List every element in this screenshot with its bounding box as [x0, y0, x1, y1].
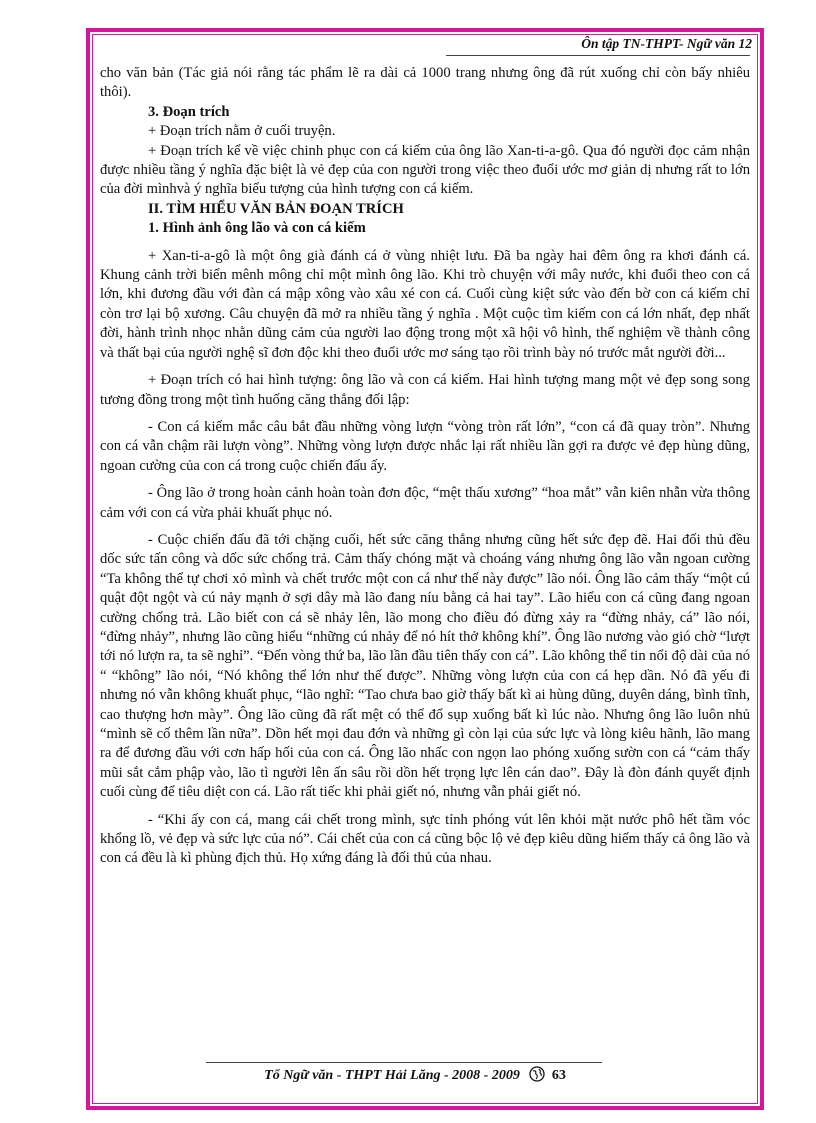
section-heading-excerpt: 3. Đoạn trích	[148, 103, 230, 120]
paragraph: + Đoạn trích có hai hình tượng: ông lão và con cá kiếm. Hai hình tượng mang một vẻ đẹp song song tương đồng trong một tình huống căng thẳng đối lập:	[100, 372, 750, 408]
page-number: 63	[551, 1068, 566, 1083]
footer-rule	[206, 1062, 602, 1063]
paragraph: - Ông lão ở trong hoàn cảnh hoàn toàn đơn độc, “mệt thấu xương” “hoa mắt” vẫn kiên nhẫn vừa thông cảm với con cá vừa phải khuất phục nó.	[100, 485, 750, 521]
page-header: Ôn tập TN-THPT- Ngữ văn 12	[581, 36, 752, 51]
globe-icon	[529, 1066, 545, 1087]
paragraph: - Cuộc chiến đấu đã tới chặng cuối, hết sức căng thẳng nhưng cũng hết sức đẹp đẽ. Hai đối thủ đều dốc sức tấn công và dốc sức chống trả. Cảm thấy chóng mặt và choáng váng nhưng ông lão vẫn ngoan cường “Ta không thể tự chơi xỏ mình và chết trước một con cá như thế này được” lão nói. Ông lão cảm thấy “một cú quật đột ngột và cú nảy mạnh ở sợi dây mà lão đang níu bằng cả hai tay”. Lão hiểu con cá cũng đang ngoan cường chống trả. Lão biết con cá sẽ nhảy lên, lão mong cho điều đó đừng xảy ra “đừng nhảy, cá” lão nói, “đừng nhảy”, nhưng lão cũng hiểu “những cú nhảy để nó hít thở không khí”. Ông lão nương vào gió chờ “lượt tới nó lượn ra, ta sẽ nghỉ”. “Đến vòng thứ ba, lão lần đầu tiên thấy con cá”. Lão không thể tin nổi độ dài của nó “ “không” lão nói, “Nó không thể lớn như thế được”. Những vòng lượn của con cá hẹp dần. Nó đã yếu đi nhưng nó vẫn không khuất phục, “lão nghĩ: “Tao chưa bao giờ thấy bất kì ai hùng dũng, duyên dáng, bình tĩnh, cao thượng hơn mày”. Ông lão cũng đã rất mệt có thể đổ sụp xuống bất kì lúc nào. Nhưng ông lão luôn nhủ “mình sẽ cố thêm lần nữa”. Dồn hết mọi đau đớn và những gì còn lại của sức lực và lòng kiêu hãnh, lão mang ra để đương đầu với cơn hấp hối của con cá. Ông lão nhấc con ngọn lao phóng xuống sườn con cá “cảm thấy mũi sắt cắm phập vào, lão tì người lên ấn sâu rồi dồn hết trọng lực lên cán dao”. Đây là đòn đánh quyết định cuối cùng để tiêu diệt con cá. Lão rất tiếc khi phải giết nó, nhưng vẫn phải giết nó.	[100, 531, 750, 801]
document-body	[100, 64, 750, 869]
footer-text: Tổ Ngữ văn - THPT Hải Lăng - 2008 - 2009	[264, 1068, 520, 1083]
paragraph: + Đoạn trích kể về việc chinh phục con cá kiếm của ông lão Xan-ti-a-gô. Qua đó người đọc cảm nhận được nhiều tầng ý nghĩa đặc biệt là vẻ đẹp của con người trong việc theo đuổi ước mơ giản dị nhưng rất to lớn của đời mìnhvà ý nghĩa biểu tượng của hình tượng con cá kiếm.	[100, 142, 750, 198]
header-rule	[446, 55, 750, 56]
section-heading-main: II. TÌM HIỂU VĂN BẢN ĐOẠN TRÍCH	[148, 200, 404, 217]
paragraph-continuation: cho văn bản (Tác giả nói rằng tác phẩm lẽ ra dài cả 1000 trang nhưng ông đã rút xuống chỉ còn bấy nhiêu thôi).	[100, 65, 750, 101]
paragraph: + Đoạn trích nằm ở cuối truyện.	[148, 123, 336, 140]
paragraph: + Xan-ti-a-gô là một ông già đánh cá ở vùng nhiệt lưu. Đã ba ngày hai đêm ông ra khơi đánh cá. Khung cảnh trời biển mênh mông chỉ một mình ông lão. Khi trò chuyện với mây nước, khi đuổi theo con cá lớn, khi đương đầu với đàn cá mập xông vào xâu xé con cá. Cuối cùng kiệt sức vào đến bờ con cá kiếm chỉ còn trơ lại bộ xương. Câu chuyện đã mở ra nhiều tầng ý nghĩa . Một cuộc tìm kiếm con cá lớn nhất, đẹp nhất đời, hành trình nhọc nhằn dũng cảm của người lao động trong một xã hội vô hình, thể nghiệm về thành công và thất bại của người nghệ sĩ đơn độc khi theo đuổi ước mơ sáng tạo rồi trình bày nó trước mắt người đời...	[100, 247, 750, 361]
subsection-heading: 1. Hình ảnh ông lão và con cá kiếm	[148, 220, 366, 237]
page-footer	[200, 1066, 630, 1087]
paragraph: - Con cá kiếm mắc câu bắt đầu những vòng lượn “vòng tròn rất lớn”, “con cá đã quay tròn”. Nhưng con cá vẫn chậm rãi lượn vòng”. Những vòng lượn được nhắc lại rất nhiều lần gợi ra được vẻ đẹp hùng dũng, ngoan cường của con cá trong cuộc chiến đấu ấy.	[100, 418, 750, 474]
paragraph: - “Khi ấy con cá, mang cái chết trong mình, sực tỉnh phóng vút lên khỏi mặt nước phô hết tầm vóc khổng lồ, vẻ đẹp và sức lực của nó”. Cái chết của con cá cũng bộc lộ vẻ đẹp kiêu dũng hiếm thấy cả ông lão và con cá đều là kì phùng địch thủ. Họ xứng đáng là đối thủ của nhau.	[100, 811, 750, 867]
